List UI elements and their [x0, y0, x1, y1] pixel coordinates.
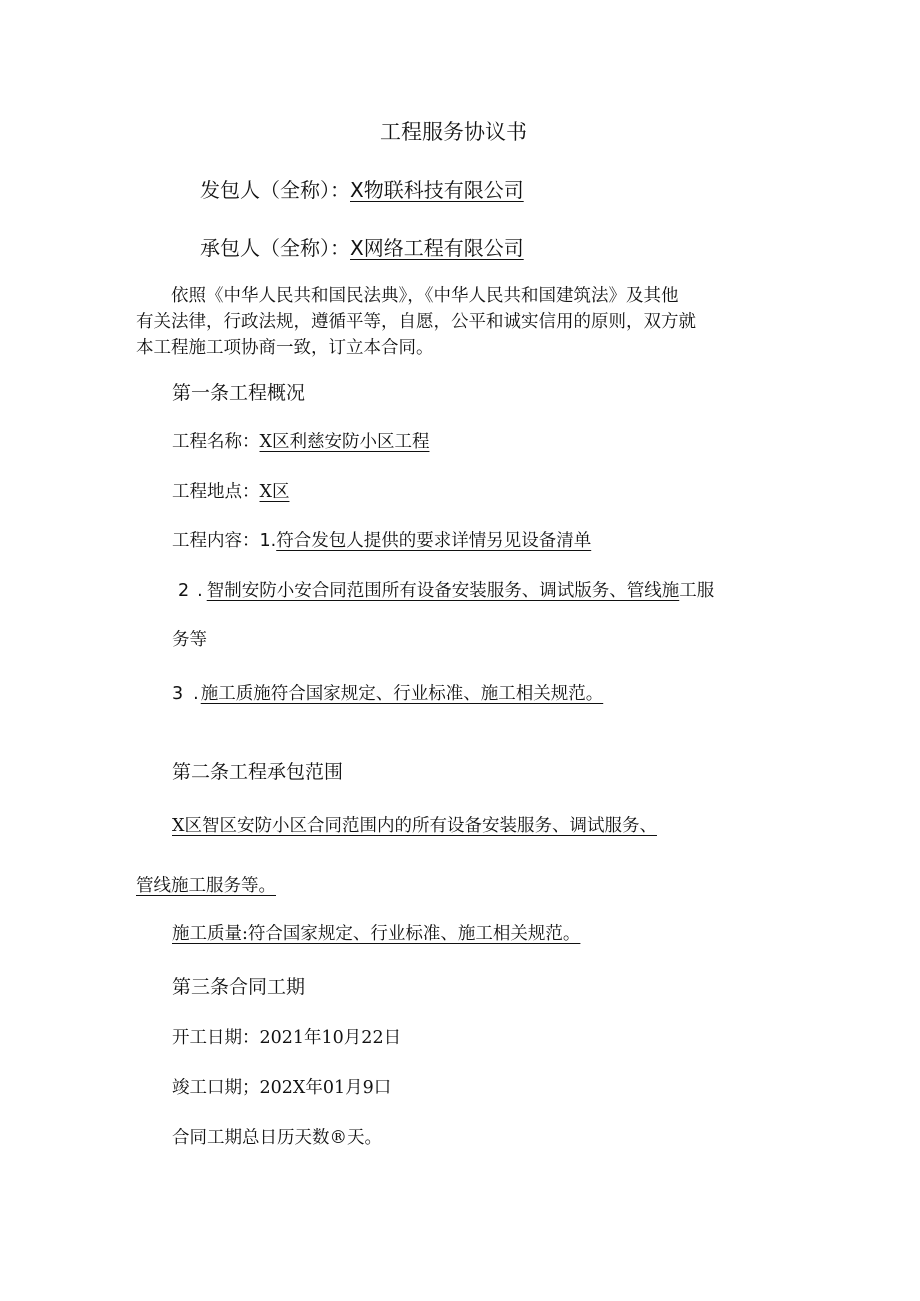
- project-content-label: 工程内容：: [172, 531, 260, 551]
- content-item-1-number: 1.: [259, 531, 277, 551]
- content-item-2: 2 . 智制安防小安合同范围所有设备安装服务、调试版务、管线施工服: [178, 581, 715, 601]
- intro-line-1: 依照《中华人民共和国民法典》，《中华人民共和国建筑法》及其他: [171, 286, 679, 306]
- content-item-1-text: 符合发包人提供的要求详情另见设备清单: [276, 531, 592, 551]
- employer-line: [200, 174, 524, 203]
- construction-quality: 施工质量:符合国家规定、行业标准、施工相关规范。: [172, 924, 581, 944]
- scope-line-2: 管线施工服务等。: [136, 876, 276, 896]
- article-1-heading: 第一条工程概况: [172, 382, 306, 404]
- project-name-label: 工程名称：: [172, 432, 260, 452]
- project-name-line: [172, 428, 429, 453]
- completion-date: 竣工口期；202X年01月9口: [172, 1078, 392, 1098]
- project-location-label: 工程地点：: [172, 482, 260, 502]
- content-item-3-number: 3: [172, 684, 184, 704]
- project-content-line: [172, 527, 591, 552]
- start-date: 开工日期：2021年10月22日: [172, 1028, 402, 1048]
- employer-label: 发包人（全称）：: [200, 178, 350, 202]
- employer-name: X物联科技有限公司: [350, 178, 524, 202]
- intro-line-3: 本工程施工项协商一致，订立本合同。: [136, 338, 434, 358]
- content-item-2-text: 智制安防小安合同范围所有设备安装服务、调试版务、管线施: [206, 581, 680, 601]
- intro-paragraph: [136, 283, 696, 361]
- intro-line-2: 有关法律，行政法规，遵循平等，自愿，公平和诚实信用的原则，双方就: [136, 312, 696, 332]
- content-item-3: 3 . 施工质施符合国家规定、行业标准、施工相关规范。: [172, 684, 604, 704]
- project-name-value: X区利慈安防小区工程: [259, 432, 430, 452]
- contractor-line: [200, 232, 524, 261]
- content-item-3-text: 施工质施符合国家规定、行业标准、施工相关规范。: [200, 684, 604, 704]
- project-location-line: [172, 478, 289, 503]
- contractor-name: X网络工程有限公司: [350, 236, 524, 260]
- document-title: 工程服务协议书: [380, 120, 527, 144]
- project-location-value: X区: [259, 482, 290, 502]
- total-calendar-days: 合同工期总日历天数®天。: [172, 1128, 382, 1148]
- content-item-2-tail: 工服: [679, 581, 715, 601]
- scope-line-1: X区智区安防小区合同范围内的所有设备安装服务、调试服务、: [172, 816, 657, 836]
- content-item-2-continued: 务等: [172, 630, 207, 650]
- content-item-2-number: 2: [178, 581, 190, 601]
- article-2-heading: 第二条工程承包范围: [172, 761, 344, 783]
- article-3-heading: 第三条合同工期: [172, 976, 306, 998]
- contractor-label: 承包人（全称）：: [200, 236, 350, 260]
